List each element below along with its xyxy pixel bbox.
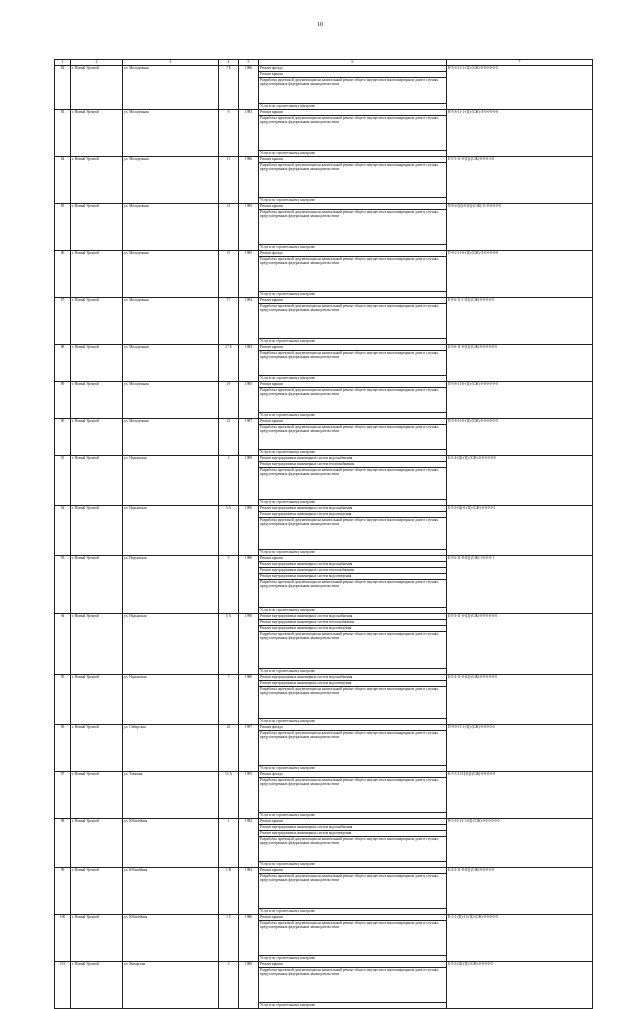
street-cell: ул. Молодежная bbox=[123, 345, 219, 382]
work-type-cell: Ремонт фасада bbox=[259, 772, 447, 778]
building-code-cell: П-9-0-11-1-(Ц)-(СЖ)-0-0-0-0-0 bbox=[447, 725, 593, 772]
work-type-cell: Услуги по строительному контролю bbox=[259, 813, 447, 819]
work-type-cell: Услуги по строительному контролю bbox=[259, 766, 447, 772]
street-cell: ул. Молодежная bbox=[123, 66, 219, 110]
work-type-cell: Услуги по строительному контролю bbox=[259, 339, 447, 345]
work-type-cell: Ремонт внутридомовых инженерных систем водоснабжения bbox=[259, 456, 447, 462]
street-cell: ул. Молодежная bbox=[123, 419, 219, 456]
street-cell: ул. Янтарская bbox=[123, 962, 219, 1009]
build-year-cell: 1980 bbox=[239, 675, 259, 725]
building-code-cell: К-5-1-(Ц)-11-(Ц)-(СЖ)-0-0-0-0-0 bbox=[447, 915, 593, 962]
building-code-cell: Н-3-10-11-1-(Ц)-(СЖ)-0-0-0-0-0-0 bbox=[447, 819, 593, 868]
city-cell: г. Новый Уренгой bbox=[71, 819, 123, 868]
build-year-cell: 1997 bbox=[239, 725, 259, 772]
house-number-cell: 5 bbox=[219, 556, 239, 614]
work-type-cell: Разработка проектной документации на капитальный ремонт общего имущества в многоквартирном доме в случаях, предусмотренных федеральным законодательством bbox=[259, 78, 447, 104]
page-number: 10 bbox=[317, 22, 323, 28]
work-type-cell: Разработка проектной документации на капитальный ремонт общего имущества в многоквартирном доме в случаях, предусмотренных федеральным законодательством bbox=[259, 580, 447, 608]
building-code-cell: Б-5-4-11-0-(Ц)-(СЖ)-0-0-0-0-0-0 bbox=[447, 675, 593, 725]
row-number: 85 bbox=[55, 204, 71, 251]
work-type-cell: Ремонт внутридомовых инженерных систем водоотведения bbox=[259, 681, 447, 687]
build-year-cell: 1995 bbox=[239, 772, 259, 819]
building-code-cell: П-5-6-11-0-(Ц)-(СЖ)-0-0-0-0-0-0 bbox=[447, 382, 593, 419]
street-cell: ул. Юбилейная bbox=[123, 819, 219, 868]
city-cell: г. Новый Уренгой bbox=[71, 614, 123, 675]
house-number-cell: 17 bbox=[219, 298, 239, 345]
building-code-cell: П-9-2-11-0-(Ц)-(СЖ)-Л-0-0-0-0-0 bbox=[447, 251, 593, 298]
work-type-cell: Ремонт внутридомовых инженерных систем водоснабжения bbox=[259, 825, 447, 831]
work-type-cell: Услуги по строительному контролю bbox=[259, 245, 447, 251]
house-number-cell: 3 bbox=[219, 456, 239, 506]
work-type-cell: Ремонт крыши bbox=[259, 819, 447, 825]
building-code-cell: Б-5-5-11-0-(Ц)-(СЖ)-0-0-0-3-0 bbox=[447, 157, 593, 204]
house-number-cell: 7 Е bbox=[219, 66, 239, 110]
build-year-cell: 1989 bbox=[239, 962, 259, 1009]
row-number: 96 bbox=[55, 725, 71, 772]
work-type-cell: Разработка проектной документации на капитальный ремонт общего имущества в многоквартирном доме в случаях, предусмотренных федеральным законодательством bbox=[259, 921, 447, 956]
street-cell: ул. Молодежная bbox=[123, 157, 219, 204]
building-code-cell: Б-5-4-(Ц)-(Ц)-(СЖ)-0-0-0-0-0-0 bbox=[447, 456, 593, 506]
work-type-cell: Услуги по строительному контролю bbox=[259, 151, 447, 157]
house-number-cell: 5 А bbox=[219, 614, 239, 675]
build-year-cell: 1986 bbox=[239, 915, 259, 962]
row-number: 89 bbox=[55, 382, 71, 419]
row-number: 83 bbox=[55, 110, 71, 157]
row-number: 82 bbox=[55, 66, 71, 110]
work-type-cell: Ремонт крыши bbox=[259, 419, 447, 425]
build-year-cell: 1985 bbox=[239, 251, 259, 298]
work-type-cell: Ремонт внутридомовых инженерных систем водоснабжения bbox=[259, 614, 447, 620]
row-number: 98 bbox=[55, 819, 71, 868]
work-type-cell: Ремонт крыши bbox=[259, 868, 447, 874]
city-cell: г. Новый Уренгой bbox=[71, 251, 123, 298]
work-type-cell: Ремонт внутридомовых инженерных систем водоснабжения bbox=[259, 675, 447, 681]
street-cell: ул. Молодежная bbox=[123, 298, 219, 345]
work-type-cell: Разработка проектной документации на капитальный ремонт общего имущества в многоквартирном доме в случаях, предусмотренных федеральным законодательством bbox=[259, 731, 447, 766]
city-cell: г. Новый Уренгой bbox=[71, 962, 123, 1009]
work-type-cell: Ремонт крыши bbox=[259, 72, 447, 78]
building-code-cell: К-5-3-11-Ц-(Ц)-(СЖ)-0-0-0-0-0 bbox=[447, 772, 593, 819]
row-number: 90 bbox=[55, 419, 71, 456]
work-type-cell: Разработка проектной документации на капитальный ремонт общего имущества в многоквартирном доме в случаях, предусмотренных федеральным законодательством bbox=[259, 210, 447, 245]
building-code-cell: Б-5-6-11-0-(Ц)-(СЖ)-0-0-0-0-0-0 bbox=[447, 345, 593, 382]
city-cell: г. Новый Уренгой bbox=[71, 506, 123, 556]
house-number-cell: 1 В bbox=[219, 868, 239, 915]
street-cell: ул. Таёжная bbox=[123, 772, 219, 819]
house-number-cell: 17 Е bbox=[219, 345, 239, 382]
street-cell: ул. Юбилейная bbox=[123, 868, 219, 915]
city-cell: г. Новый Уренгой bbox=[71, 382, 123, 419]
building-code-cell: Б-5-5-(Ц)-(Ц)-(СЖ)-0-0-0-0-0 bbox=[447, 962, 593, 1009]
work-type-cell: Разработка проектной документации на капитальный ремонт общего имущества в многоквартирном доме в случаях, предусмотренных федеральным законодательством bbox=[259, 874, 447, 909]
work-type-cell: Услуги по строительному контролю bbox=[259, 376, 447, 382]
city-cell: г. Новый Уренгой bbox=[71, 419, 123, 456]
work-type-cell: Услуги по строительному контролю bbox=[259, 669, 447, 675]
work-type-cell: Разработка проектной документации на капитальный ремонт общего имущества в многоквартирном доме в случаях, предусмотренных федеральным законодательством bbox=[259, 968, 447, 1003]
building-code-cell: Б-5-3-11-0-(Ц)-(СЖ)-0-0-0-0-0-0 bbox=[447, 614, 593, 675]
row-number: 99 bbox=[55, 868, 71, 915]
work-type-cell: Услуги по строительному контролю bbox=[259, 956, 447, 962]
row-number: 86 bbox=[55, 251, 71, 298]
house-number-cell: 1 bbox=[219, 819, 239, 868]
city-cell: г. Новый Уренгой bbox=[71, 298, 123, 345]
work-type-cell: Ремонт крыши bbox=[259, 382, 447, 388]
work-type-cell: Разработка проектной документации на капитальный ремонт общего имущества в многоквартирном доме в случаях, предусмотренных федеральным законодательством bbox=[259, 687, 447, 719]
city-cell: г. Новый Уренгой bbox=[71, 675, 123, 725]
building-code-cell: Б-5-5-(Ц)-0-(Ц)-(СЖ)-0-0-0-0-1 bbox=[447, 506, 593, 556]
street-cell: ул. Молодежная bbox=[123, 251, 219, 298]
row-number: 100 bbox=[55, 915, 71, 962]
work-type-cell: Ремонт внутридомовых инженерных систем водоотведения bbox=[259, 512, 447, 518]
work-type-cell: Ремонт крыши bbox=[259, 157, 447, 163]
street-cell: ул. Сибирская bbox=[123, 725, 219, 772]
build-year-cell: 1989 bbox=[239, 456, 259, 506]
work-type-cell: Ремонт внутридомовых инженерных систем водоотведения bbox=[259, 574, 447, 580]
city-cell: г. Новый Уренгой bbox=[71, 868, 123, 915]
work-type-cell: Ремонт фасада bbox=[259, 725, 447, 731]
work-type-cell: Услуги по строительному контролю bbox=[259, 909, 447, 915]
house-number-cell: 11 bbox=[219, 157, 239, 204]
house-number-cell: 21 bbox=[219, 419, 239, 456]
house-number-cell: 9 bbox=[219, 110, 239, 157]
work-type-cell: Разработка проектной документации на капитальный ремонт общего имущества в многоквартирном доме в случаях, предусмотренных федеральным законодательством bbox=[259, 257, 447, 292]
city-cell: г. Новый Уренгой bbox=[71, 204, 123, 251]
work-type-cell: Ремонт крыши bbox=[259, 110, 447, 116]
work-type-cell: Разработка проектной документации на капитальный ремонт общего имущества в многоквартирном доме в случаях, предусмотренных федеральным законодательством bbox=[259, 304, 447, 339]
house-number-cell: 13 А bbox=[219, 772, 239, 819]
work-type-cell: Ремонт крыши bbox=[259, 345, 447, 351]
house-number-cell: 15 bbox=[219, 251, 239, 298]
street-cell: ул. Молодежная bbox=[123, 110, 219, 157]
street-cell: ул. Юбилейная bbox=[123, 915, 219, 962]
work-type-cell: Ремонт крыши bbox=[259, 962, 447, 968]
column-number: 5 bbox=[239, 60, 259, 66]
row-number: 87 bbox=[55, 298, 71, 345]
column-number: 3 bbox=[123, 60, 219, 66]
work-type-cell: Разработка проектной документации на капитальный ремонт общего имущества в многоквартирном доме в случаях, предусмотренных федеральным законодательством bbox=[259, 468, 447, 500]
column-number: 7 bbox=[447, 60, 593, 66]
work-type-cell: Ремонт внутридомовых инженерных систем теплоснабжения bbox=[259, 620, 447, 626]
building-code-cell: Н-5-6-11-1-(Ц)-(СЖ)-Л-0-0-0-0-0 bbox=[447, 110, 593, 157]
work-type-cell: Услуги по строительному контролю bbox=[259, 719, 447, 725]
work-type-cell: Ремонт внутридомовых инженерных систем теплоснабжения bbox=[259, 568, 447, 574]
city-cell: г. Новый Уренгой bbox=[71, 725, 123, 772]
work-type-cell: Услуги по строительному контролю bbox=[259, 198, 447, 204]
work-type-cell: Услуги по строительному контролю bbox=[259, 1003, 447, 1009]
building-code-cell: П-5-6-11-0-(Ц)-(СЖ)-0-0-0-0-0-0 bbox=[447, 419, 593, 456]
building-code-cell: Н-5-4-11-1-(Ц)-(СЖ)-0-0-0-0-0-0 bbox=[447, 66, 593, 110]
build-year-cell: 1984 bbox=[239, 298, 259, 345]
register-table-body bbox=[55, 60, 593, 1009]
column-number: 4 bbox=[219, 60, 239, 66]
house-number-cell: 13 bbox=[219, 204, 239, 251]
build-year-cell: 1985 bbox=[239, 204, 259, 251]
row-number: 97 bbox=[55, 772, 71, 819]
city-cell: г. Новый Уренгой bbox=[71, 556, 123, 614]
house-number-cell: 19 bbox=[219, 382, 239, 419]
row-number: 94 bbox=[55, 614, 71, 675]
work-type-cell: Услуги по строительному контролю bbox=[259, 862, 447, 868]
house-number-cell: 5 А bbox=[219, 506, 239, 556]
build-year-cell: 1983 bbox=[239, 110, 259, 157]
column-number: 6 bbox=[259, 60, 447, 66]
street-cell: ул. Надымская bbox=[123, 556, 219, 614]
city-cell: г. Новый Уренгой bbox=[71, 915, 123, 962]
row-number: 92 bbox=[55, 506, 71, 556]
work-type-cell: Услуги по строительному контролю bbox=[259, 450, 447, 456]
city-cell: г. Новый Уренгой bbox=[71, 110, 123, 157]
work-type-cell: Разработка проектной документации на капитальный ремонт общего имущества в многоквартирном доме в случаях, предусмотренных федеральным законодательством bbox=[259, 837, 447, 862]
work-type-cell: Услуги по строительному контролю bbox=[259, 292, 447, 298]
work-type-cell: Ремонт фасада bbox=[259, 66, 447, 72]
street-cell: ул. Надымская bbox=[123, 614, 219, 675]
build-year-cell: 1987 bbox=[239, 419, 259, 456]
street-cell: ул. Надымская bbox=[123, 506, 219, 556]
work-type-cell: Ремонт внутридомовых инженерных систем водоснабжения bbox=[259, 562, 447, 568]
house-number-cell: 3 bbox=[219, 962, 239, 1009]
city-cell: г. Новый Уренгой bbox=[71, 66, 123, 110]
row-number: 101 bbox=[55, 962, 71, 1009]
build-year-cell: 1986 bbox=[239, 157, 259, 204]
work-type-cell: Ремонт крыши bbox=[259, 204, 447, 210]
building-code-cell: Б-3-2-11-0-(Ц)-(СЖ)-0-0-0-0-0 bbox=[447, 868, 593, 915]
build-year-cell: 1984 bbox=[239, 868, 259, 915]
row-number: 91 bbox=[55, 456, 71, 506]
build-year-cell: 1990 bbox=[239, 506, 259, 556]
building-code-cell: Б-9-6-11-1-(Ц)-(СЖ)-0-0-0-0-0 bbox=[447, 298, 593, 345]
build-year-cell: 1980 bbox=[239, 556, 259, 614]
row-number: 84 bbox=[55, 157, 71, 204]
build-year-cell: 1985 bbox=[239, 382, 259, 419]
work-type-cell: Разработка проектной документации на капитальный ремонт общего имущества в многоквартирном доме в случаях, предусмотренных федеральным законодательством bbox=[259, 116, 447, 151]
work-type-cell: Разработка проектной документации на капитальный ремонт общего имущества в многоквартирном доме в случаях, предусмотренных федеральным законодательством bbox=[259, 425, 447, 450]
row-number: 95 bbox=[55, 675, 71, 725]
work-type-cell: Ремонт внутридомовых инженерных систем теплоснабжения bbox=[259, 462, 447, 468]
work-type-cell: Разработка проектной документации на капитальный ремонт общего имущества в многоквартирном доме в случаях, предусмотренных федеральным законодательством bbox=[259, 778, 447, 813]
build-year-cell: 1990 bbox=[239, 614, 259, 675]
street-cell: ул. Молодежная bbox=[123, 204, 219, 251]
building-code-cell: П-9-4-(Ц)-0-(Ц)-(СЖ)-11-0-0-0-0-0 bbox=[447, 204, 593, 251]
column-number: 2 bbox=[71, 60, 123, 66]
work-type-cell: Услуги по строительному контролю bbox=[259, 550, 447, 556]
city-cell: г. Новый Уренгой bbox=[71, 772, 123, 819]
work-type-cell: Разработка проектной документации на капитальный ремонт общего имущества в многоквартирном доме в случаях, предусмотренных федеральным законодательством bbox=[259, 351, 447, 376]
build-year-cell: 1986 bbox=[239, 66, 259, 110]
building-code-cell: Б-5-6-11-0-(Ц)-(СЖ)-1-0-0-0-1 bbox=[447, 556, 593, 614]
column-number: 1 bbox=[55, 60, 71, 66]
work-type-cell: Услуги по строительному контролю bbox=[259, 104, 447, 110]
work-type-cell: Разработка проектной документации на капитальный ремонт общего имущества в многоквартирном доме в случаях, предусмотренных федеральным законодательством bbox=[259, 518, 447, 550]
street-cell: ул. Молодежная bbox=[123, 382, 219, 419]
street-cell: ул. Надымская bbox=[123, 675, 219, 725]
work-type-cell: Ремонт фасада bbox=[259, 251, 447, 257]
city-cell: г. Новый Уренгой bbox=[71, 456, 123, 506]
street-cell: ул. Надымская bbox=[123, 456, 219, 506]
register-table bbox=[54, 59, 593, 1009]
city-cell: г. Новый Уренгой bbox=[71, 345, 123, 382]
work-type-cell: Услуги по строительному контролю bbox=[259, 500, 447, 506]
city-cell: г. Новый Уренгой bbox=[71, 157, 123, 204]
build-year-cell: 1982 bbox=[239, 819, 259, 868]
house-number-cell: 25 bbox=[219, 725, 239, 772]
work-type-cell: Разработка проектной документации на капитальный ремонт общего имущества в многоквартирном доме в случаях, предусмотренных федеральным законодательством bbox=[259, 163, 447, 198]
house-number-cell: 7 bbox=[219, 675, 239, 725]
work-type-cell: Ремонт крыши bbox=[259, 556, 447, 562]
row-number: 93 bbox=[55, 556, 71, 614]
work-type-cell: Ремонт внутридомовых инженерных систем водоотведения bbox=[259, 626, 447, 632]
work-type-cell: Ремонт внутридомовых инженерных систем водоотведения bbox=[259, 831, 447, 837]
work-type-cell: Услуги по строительному контролю bbox=[259, 413, 447, 419]
work-type-cell: Ремонт крыши bbox=[259, 298, 447, 304]
work-type-cell: Разработка проектной документации на капитальный ремонт общего имущества в многоквартирном доме в случаях, предусмотренных федеральным законодательством bbox=[259, 388, 447, 413]
build-year-cell: 1983 bbox=[239, 345, 259, 382]
work-type-cell: Ремонт крыши bbox=[259, 915, 447, 921]
house-number-cell: 1 Г bbox=[219, 915, 239, 962]
work-type-cell: Разработка проектной документации на капитальный ремонт общего имущества в многоквартирном доме в случаях, предусмотренных федеральным законодательством bbox=[259, 632, 447, 669]
work-type-cell: Услуги по строительному контролю bbox=[259, 608, 447, 614]
row-number: 88 bbox=[55, 345, 71, 382]
work-type-cell: Ремонт внутридомовых инженерных систем водоснабжения bbox=[259, 506, 447, 512]
